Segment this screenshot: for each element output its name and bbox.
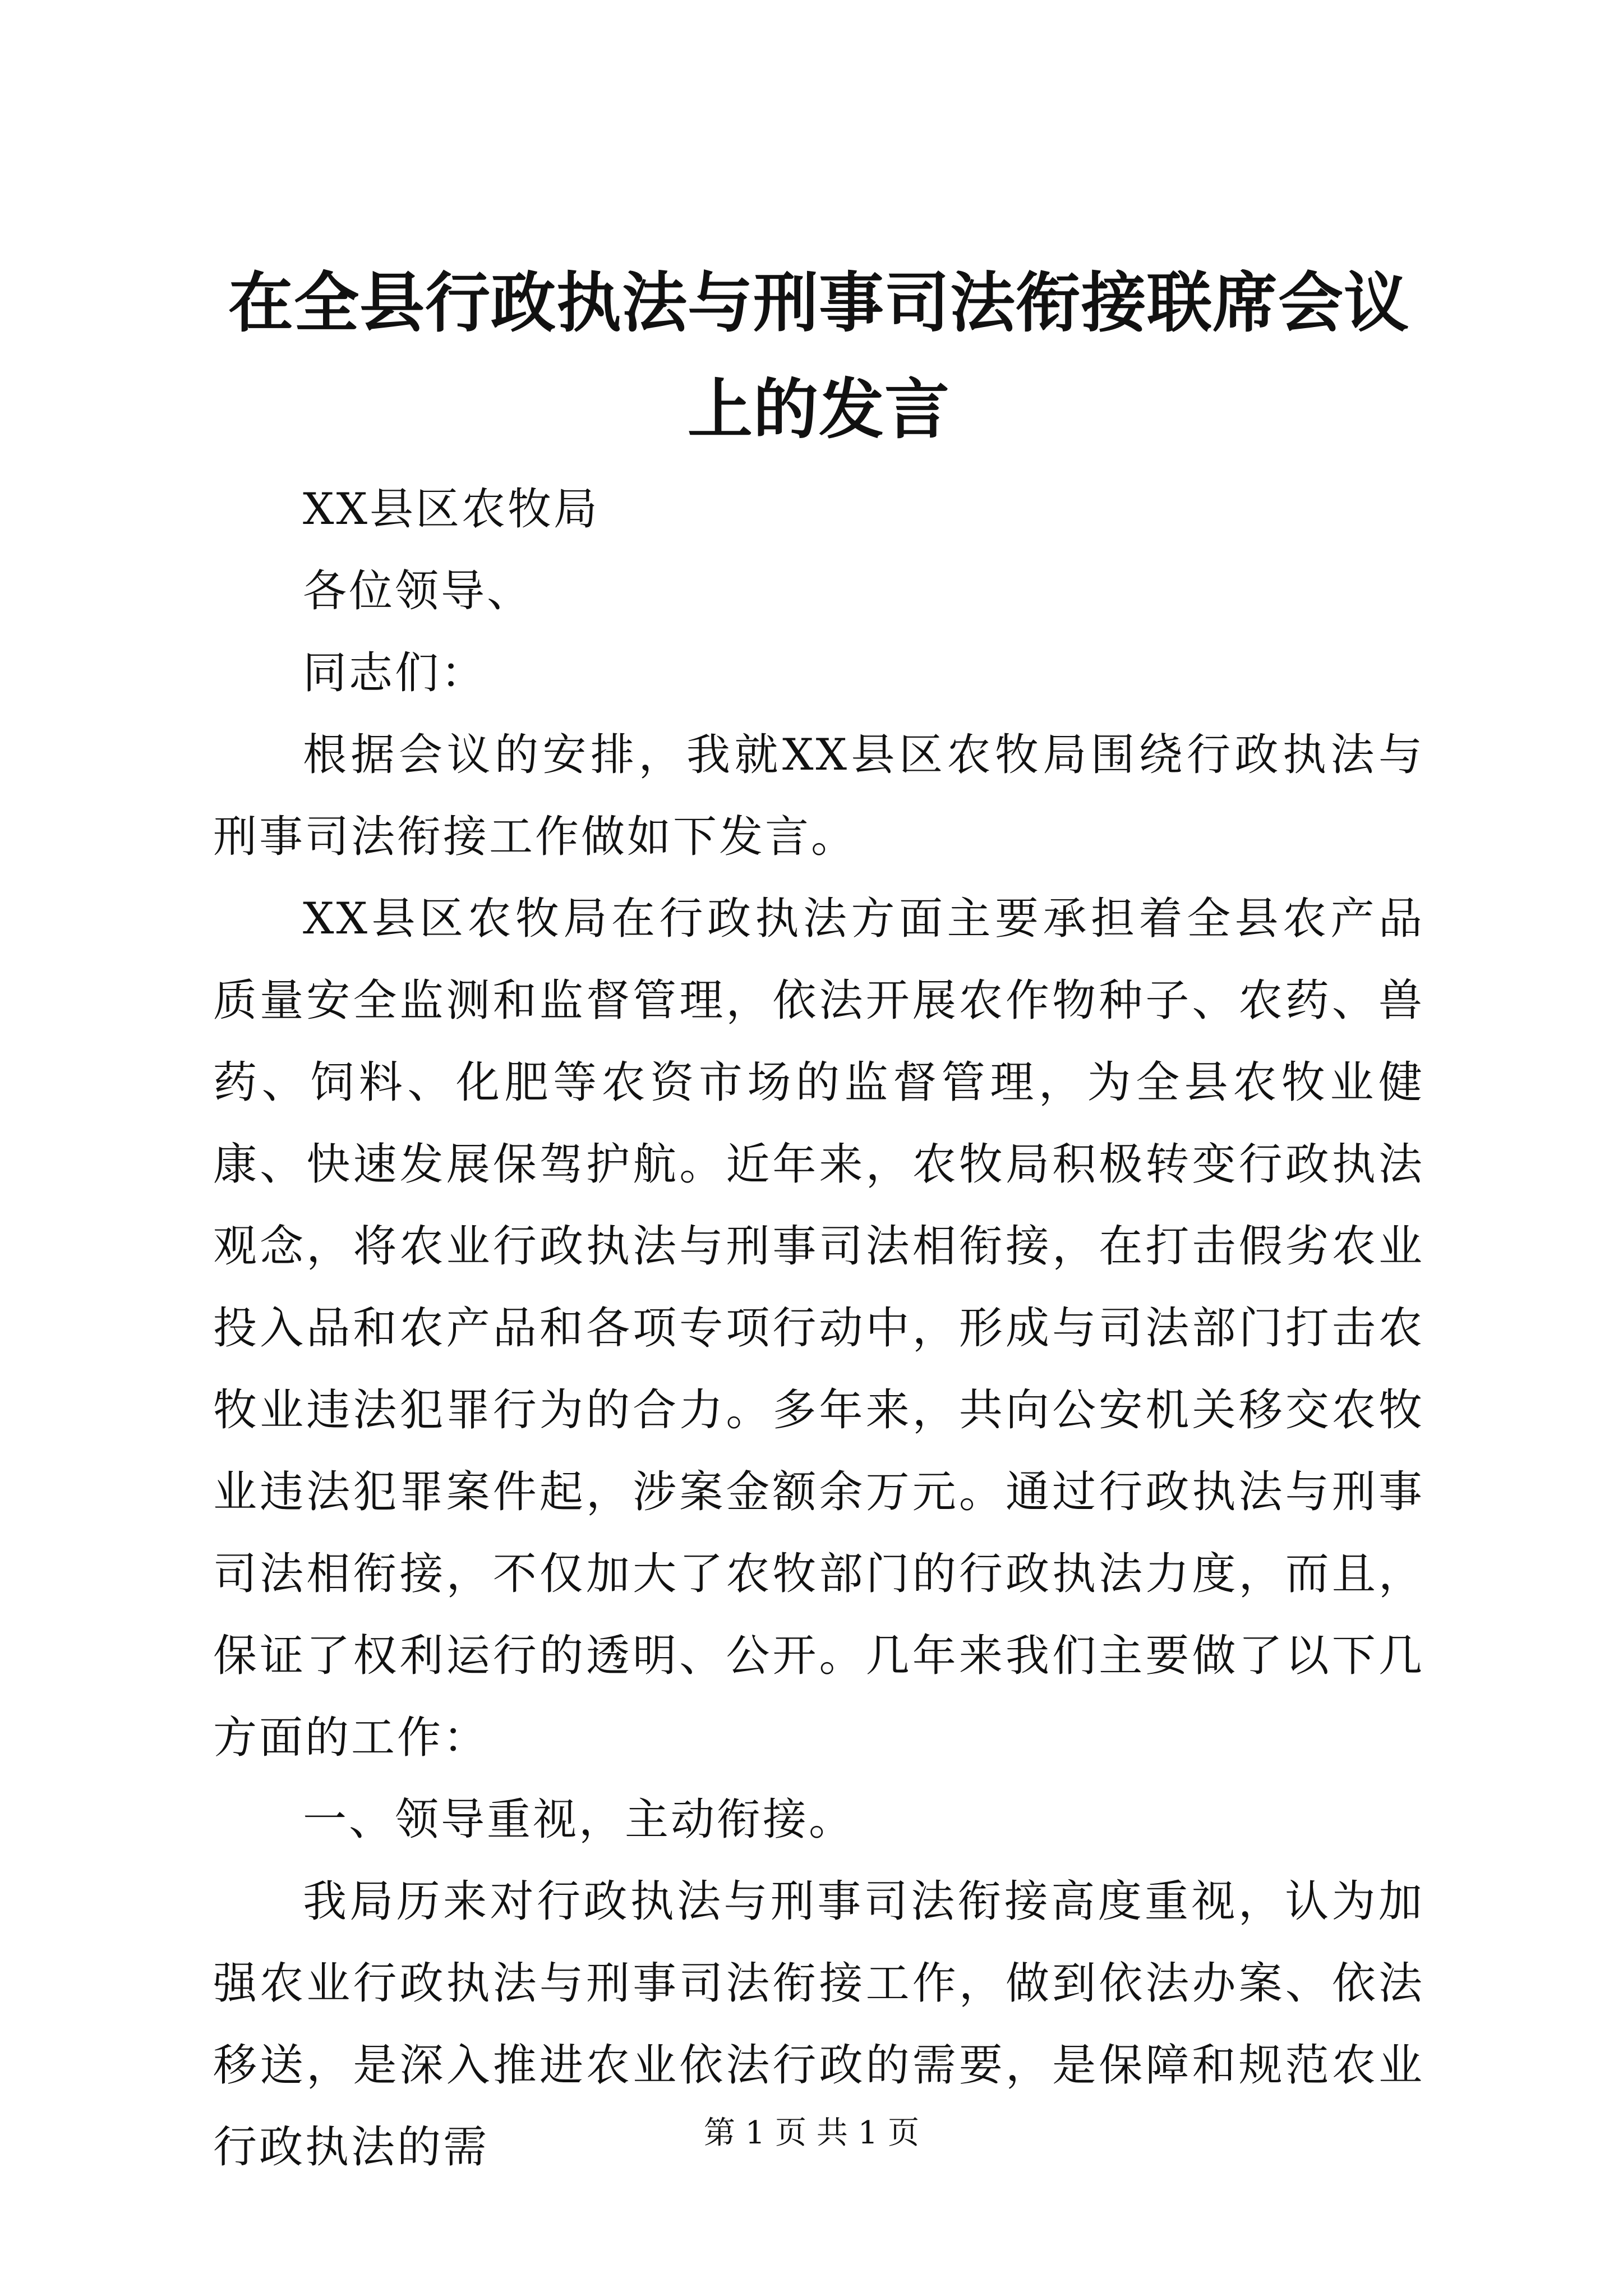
- document-title: 在全县行政执法与刑事司法衔接联席会议上的发言: [228, 265, 1409, 448]
- paragraph-salutation-2: 同志们：: [303, 648, 487, 698]
- paragraph-salutation-1: 各位领导、: [303, 566, 533, 616]
- paragraph-intro: 根据会议的安排，我就XX县区农牧局围绕行政执法与刑事司法衔接工作做如下发言。: [213, 730, 1424, 862]
- paragraph-section-1: 我局历来对行政执法与刑事司法衔接高度重视，认为加强农业行政执法与刑事司法衔接工作，做到依法办案、依法移送，是深入推进农业依法行政的需要，是保障和规范农业行政执法的需: [213, 1876, 1424, 2173]
- document-body: [213, 468, 1424, 2188]
- paragraph-heading-1: 一、领导重视，主动衔接。: [303, 1795, 855, 1845]
- paragraph-overview: XX县区农牧局在行政执法方面主要承担着全县农产品质量安全监测和监督管理，依法开展农作物种子、农药、兽药、饲料、化肥等农资市场的监督管理，为全县农牧业健康、快速发展保驾护航。近年来，农牧局积极转变行政执法观念，将农业行政执法与刑事司法相衔接，在打击假劣农业投入品和农产品和各项专项行动中，形成与司法部门打击农牧业违法犯罪行为的合力。多年来，共向公安机关移交农牧业违法犯罪案件起，涉案金额余万元。通过行政执法与刑事司法相衔接，不仅加大了农牧部门的行政执法力度，而且，保证了权利运行的透明、公开。几年来我们主要做了以下几方面的工作：: [213, 894, 1424, 1763]
- page-footer: 第 1 页 共 1 页: [703, 2115, 920, 2151]
- paragraph-org: XX县区农牧局: [303, 484, 600, 535]
